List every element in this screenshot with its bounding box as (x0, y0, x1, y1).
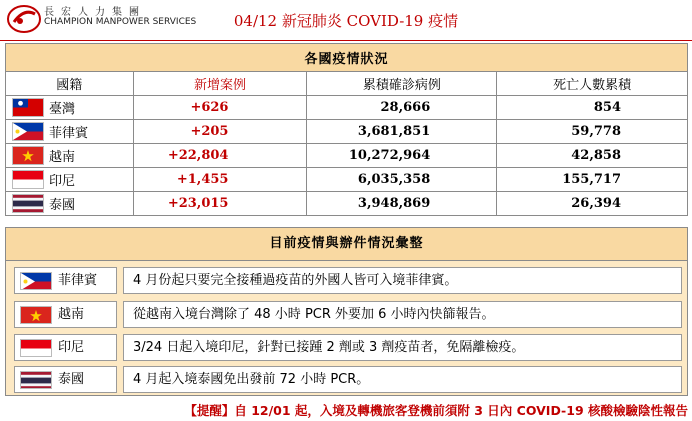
vietnam-flag-icon (20, 306, 52, 324)
thailand-flag-icon (20, 371, 52, 389)
policy-text: 4 月份起只要完全接種過疫苗的外國人皆可入境菲律賓。 (123, 267, 682, 294)
policy-country-name: 印尼 (58, 340, 85, 355)
stats-row (6, 144, 688, 168)
new-cases: +205 (133, 120, 307, 144)
policy-section-title: 目前疫情與辦件情況彙整 (5, 227, 688, 261)
new-cases: +22,804 (133, 144, 307, 168)
taiwan-flag-icon (12, 98, 44, 117)
country-name: 泰國 (49, 198, 76, 213)
total-deaths: 155,717 (497, 168, 688, 192)
policy-country-name: 菲律賓 (58, 273, 98, 288)
stats-table (5, 43, 688, 216)
col-header-country: 國籍 (6, 72, 134, 96)
indonesia-flag-icon (12, 170, 44, 189)
reminder-note: 【提醒】自 12/01 起，入境及轉機旅客登機前須附 3 日內 COVID-19 核酸檢驗陰性報告 (184, 403, 688, 418)
country-name: 印尼 (49, 174, 76, 189)
country-cell (6, 120, 134, 144)
stats-header-row (6, 72, 688, 96)
policy-country (14, 301, 117, 328)
stats-row (6, 192, 688, 216)
stats-section-title: 各國疫情狀況 (6, 44, 688, 72)
page-header (0, 0, 692, 38)
col-header-deaths: 死亡人數累積 (497, 72, 688, 96)
total-cases: 3,948,869 (307, 192, 497, 216)
policy-country (14, 366, 117, 393)
country-cell (6, 192, 134, 216)
total-deaths: 26,394 (497, 192, 688, 216)
stats-row (6, 120, 688, 144)
col-header-total: 累積確診病例 (307, 72, 497, 96)
col-header-new: 新增案例 (133, 72, 307, 96)
total-cases: 10,272,964 (307, 144, 497, 168)
policy-text: 4 月起入境泰國免出發前 72 小時 PCR。 (123, 366, 682, 393)
new-cases: +23,015 (133, 192, 307, 216)
total-cases: 6,035,358 (307, 168, 497, 192)
total-cases: 3,681,851 (307, 120, 497, 144)
total-deaths: 854 (497, 96, 688, 120)
country-name: 臺灣 (49, 102, 76, 117)
page-title: 04/12 新冠肺炎 COVID-19 疫情 (233, 12, 459, 30)
policy-panel (5, 260, 688, 396)
new-cases: +1,455 (133, 168, 307, 192)
company-name-en: CHAMPION MANPOWER SERVICES (44, 17, 197, 27)
stats-row (6, 96, 688, 120)
policy-country (14, 267, 117, 294)
country-name: 菲律賓 (49, 126, 89, 141)
country-cell (6, 144, 134, 168)
philippines-flag-icon (20, 272, 52, 290)
indonesia-flag-icon (20, 339, 52, 357)
philippines-flag-icon (12, 122, 44, 141)
company-name-cn: 長宏人力集團 (44, 7, 146, 18)
country-cell (6, 96, 134, 120)
country-name: 越南 (49, 150, 76, 165)
title-divider (0, 40, 692, 41)
policy-country (14, 334, 117, 361)
thailand-flag-icon (12, 194, 44, 213)
policy-country-name: 越南 (58, 307, 85, 322)
stats-row (6, 168, 688, 192)
policy-country-name: 泰國 (58, 372, 85, 387)
total-deaths: 59,778 (497, 120, 688, 144)
total-cases: 28,666 (307, 96, 497, 120)
policy-text: 從越南入境台灣除了 48 小時 PCR 外要加 6 小時內快篩報告。 (123, 301, 682, 328)
total-deaths: 42,858 (497, 144, 688, 168)
country-cell (6, 168, 134, 192)
vietnam-flag-icon (12, 146, 44, 165)
policy-text: 3/24 日起入境印尼，針對已接踵 2 劑或 3 劑疫苗者，免隔離檢疫。 (123, 334, 682, 361)
new-cases: +626 (133, 96, 307, 120)
